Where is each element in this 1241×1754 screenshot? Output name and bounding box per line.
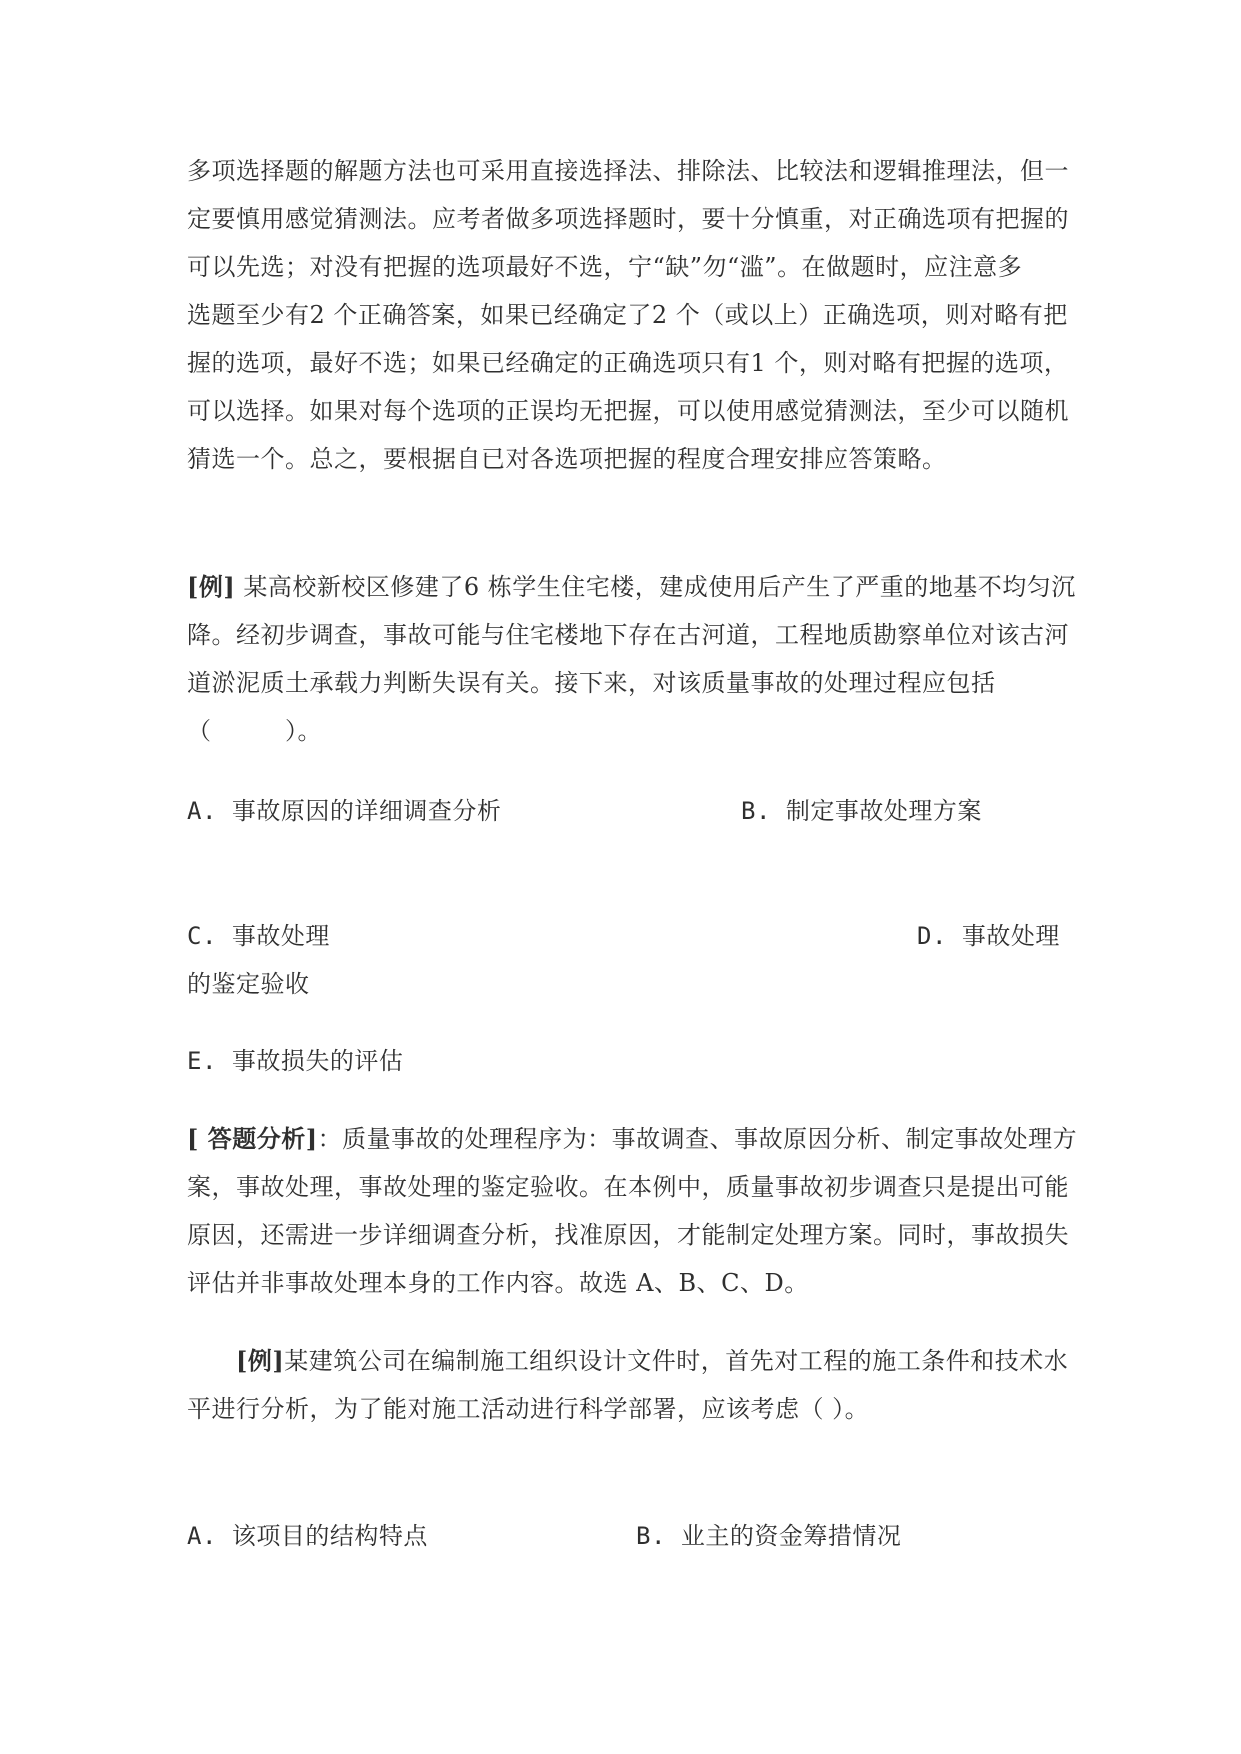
intro-line: 定要慎用感觉猜测法。应考者做多项选择题时，要十分慎重，对正确选项有把握的 (187, 205, 1069, 233)
example-2-question-line (236, 1346, 1068, 1376)
example-2-question-line: 平进行分析，为了能对施工活动进行科学部署，应该考虑（ ）。 (187, 1395, 870, 1423)
option-b: B. 业主的资金筹措情况 (636, 1522, 902, 1550)
analysis-line: 原因，还需进一步详细调查分析，找准原因，才能制定处理方案。同时，事故损失 (187, 1221, 1069, 1249)
example-1-question-line: （ ）。 (187, 717, 322, 745)
example-1-question-line (187, 572, 1076, 602)
intro-line: 可以先选；对没有把握的选项最好不选，宁“缺”勿“滥”。在做题时，应注意多 (187, 253, 1023, 281)
option-b: B. 制定事故处理方案 (741, 797, 982, 825)
analysis-label: [ 答题分析] (187, 1124, 318, 1153)
option-e: E. 事故损失的评估 (187, 1047, 404, 1075)
example-1-text: 某高校新校区修建了6 栋学生住宅楼，建成使用后产生了严重的地基不均匀沉 (235, 573, 1076, 601)
analysis-line: 案，事故处理，事故处理的鉴定验收。在本例中，质量事故初步调查只是提出可能 (187, 1173, 1069, 1201)
example-label: [例] (236, 1346, 285, 1375)
example-label: [例] (187, 572, 236, 601)
intro-line: 可以选择。如果对每个选项的正误均无把握，可以使用感觉猜测法，至少可以随机 (187, 397, 1069, 425)
analysis-text: ：质量事故的处理程序为：事故调查、事故原因分析、制定事故处理方 (317, 1125, 1078, 1153)
analysis-line: 评估并非事故处理本身的工作内容。故选 A、B、C、D。 (187, 1269, 809, 1297)
example-1-question-line: 道淤泥质土承载力判断失误有关。接下来，对该质量事故的处理过程应包括 (187, 669, 996, 697)
intro-line: 多项选择题的解题方法也可采用直接选择法、排除法、比较法和逻辑推理法，但一 (187, 157, 1069, 185)
option-a: A. 该项目的结构特点 (187, 1522, 428, 1550)
option-c-continuation: 的鉴定验收 (187, 970, 310, 998)
intro-line: 猜选一个。总之，要根据自已对各选项把握的程度合理安排应答策略。 (187, 445, 947, 473)
intro-line: 握的选项，最好不选；如果已经确定的正确选项只有1 个，则对略有把握的选项， (187, 349, 1069, 377)
analysis-line (187, 1124, 1077, 1154)
option-c: C. 事故处理 (187, 922, 330, 950)
example-2-text: 某建筑公司在编制施工组织设计文件时，首先对工程的施工条件和技术水 (284, 1347, 1069, 1375)
option-d: D. 事故处理 (917, 922, 1060, 950)
intro-line: 选题至少有2 个正确答案，如果已经确定了2 个（或以上）正确选项，则对略有把 (187, 301, 1068, 329)
example-1-question-line: 降。经初步调查，事故可能与住宅楼地下存在古河道，工程地质勘察单位对该古河 (187, 621, 1069, 649)
option-a: A. 事故原因的详细调查分析 (187, 797, 502, 825)
